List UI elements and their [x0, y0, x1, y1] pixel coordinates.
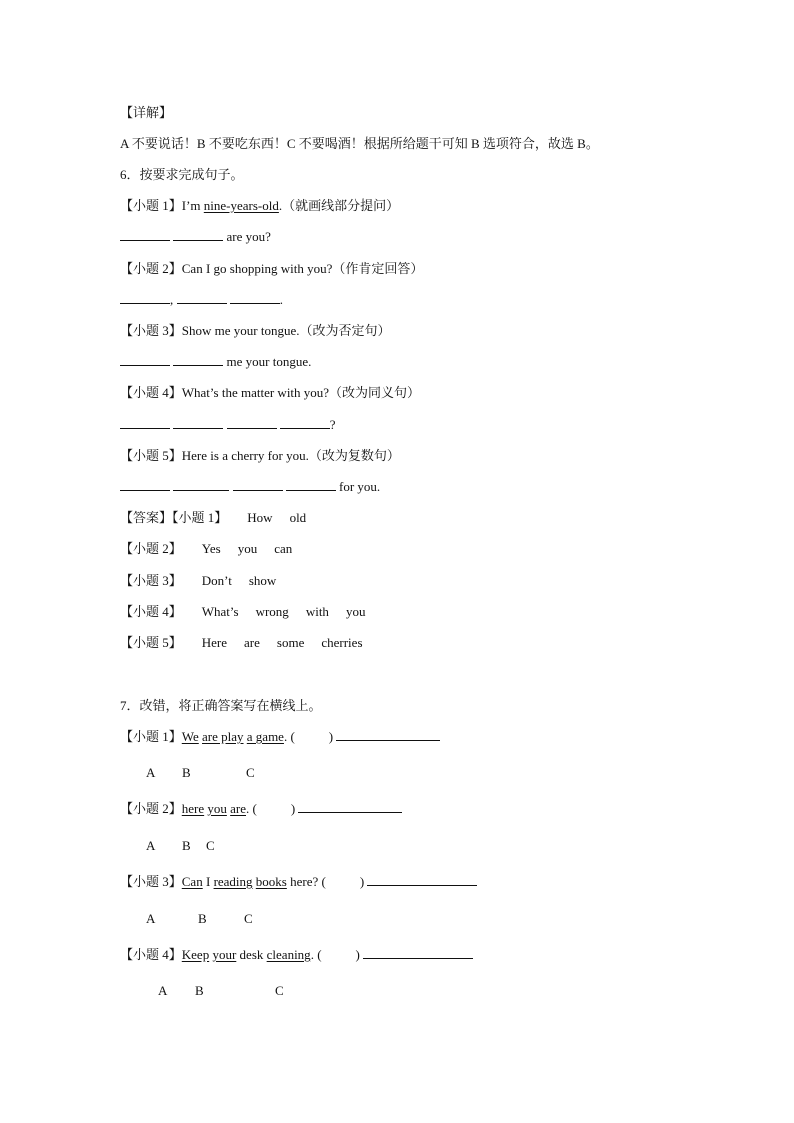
answer-blank[interactable] [230, 291, 280, 304]
q6-item-2: 【小题 2】Can I go shopping with you?（作肯定回答） [120, 261, 424, 276]
answer-blank[interactable] [120, 228, 170, 241]
answer-blank[interactable] [120, 291, 170, 304]
q6-answer-line-4: ? [120, 416, 336, 434]
underlined-phrase: nine-years-old [203, 198, 279, 213]
q7-item-3: 【小题 3】Can I reading books here? ( ) [120, 873, 477, 891]
q6-item-1: 【小题 1】I’m nine-years-old.（就画线部分提问） [120, 198, 400, 213]
q6-answer-1: 【答案】【小题 1】 How old [120, 510, 307, 525]
answer-blank[interactable] [367, 873, 477, 886]
q6-answer-line-5: for you. [120, 478, 380, 496]
answer-blank[interactable] [120, 353, 170, 366]
q6-answer-4: 【小题 4】 What’s wrong with you [120, 604, 366, 619]
q6-answer-2: 【小题 2】 Yes you can [120, 541, 293, 556]
answer-blank[interactable] [227, 416, 277, 429]
answer-blank[interactable] [120, 416, 170, 429]
answer-blank[interactable] [173, 353, 223, 366]
answer-blank[interactable] [336, 728, 440, 741]
detail-header: 【详解】 [120, 105, 173, 120]
q7-letters-2: A B C [146, 838, 215, 853]
answer-blank[interactable] [173, 478, 229, 491]
answer-blank[interactable] [233, 478, 283, 491]
q6-title: 6．按要求完成句子。 [120, 167, 244, 182]
q6-item-5: 【小题 5】Here is a cherry for you.（改为复数句） [120, 448, 400, 463]
q7-item-4: 【小题 4】Keep your desk cleaning. ( ) [120, 946, 473, 964]
q7-letters-4: A B C [158, 983, 284, 998]
q6-item-3: 【小题 3】Show me your tongue.（改为否定句） [120, 323, 391, 338]
q7-item-1: 【小题 1】We are play a game. ( ) [120, 728, 440, 746]
q6-answer-line-3: me your tongue. [120, 353, 311, 371]
answer-blank[interactable] [280, 416, 330, 429]
q7-letters-1: A B C [146, 765, 255, 780]
detail-text: A 不要说话！B 不要吃东西！C 不要喝酒！根据所给题干可知 B 选项符合，故选 B。 [120, 136, 599, 151]
answer-blank[interactable] [120, 478, 170, 491]
q7-item-2: 【小题 2】here you are. ( ) [120, 800, 402, 818]
q6-answer-line-1: are you? [120, 228, 271, 246]
q6-item-4: 【小题 4】What’s the matter with you?（改为同义句） [120, 385, 421, 400]
answer-blank[interactable] [173, 228, 223, 241]
answer-blank[interactable] [173, 416, 223, 429]
q6-answer-5: 【小题 5】 Here are some cherries [120, 635, 363, 650]
q7-letters-3: A B C [146, 911, 253, 926]
q6-answer-3: 【小题 3】 Don’t show [120, 573, 277, 588]
answer-blank[interactable] [363, 946, 473, 959]
answer-blank[interactable] [177, 291, 227, 304]
answer-blank[interactable] [298, 800, 402, 813]
answer-blank[interactable] [286, 478, 336, 491]
q7-title: 7．改错，将正确答案写在横线上。 [120, 698, 322, 713]
q6-answer-line-2: , . [120, 291, 283, 309]
